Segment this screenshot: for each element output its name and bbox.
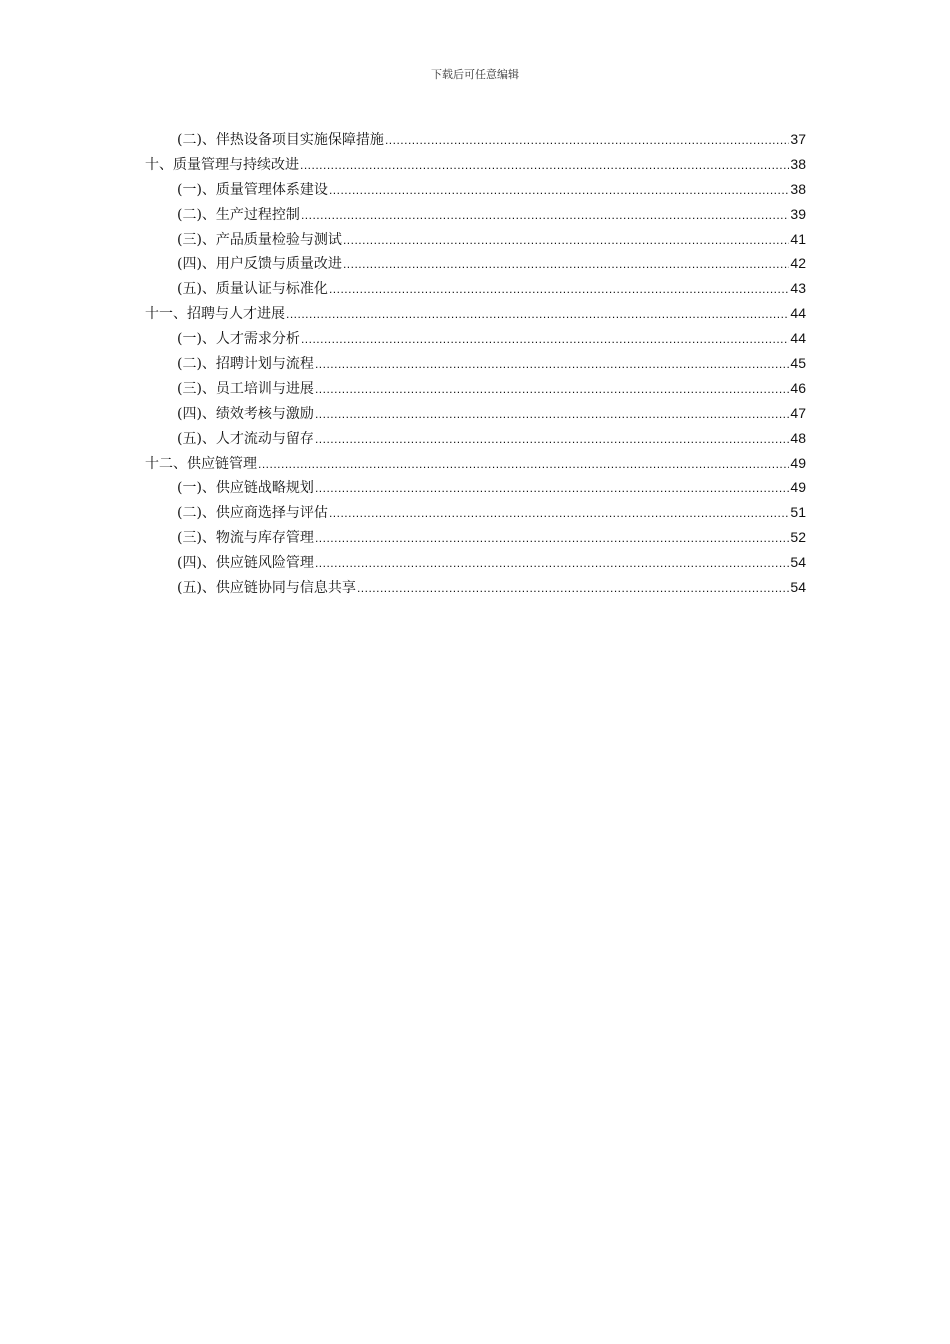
- toc-entry-title: (四)、绩效考核与激励: [177, 405, 314, 422]
- toc-entry-title: (五)、质量认证与标准化: [177, 281, 328, 298]
- toc-entry-title: (三)、员工培训与进展: [177, 380, 314, 397]
- toc-dot-leader: [315, 377, 789, 402]
- toc-dot-leader: [343, 228, 789, 253]
- toc-entry-title: 十二、供应链管理: [145, 455, 257, 472]
- toc-dot-leader: [315, 427, 789, 452]
- toc-entry[interactable]: [145, 500, 806, 525]
- toc-entry[interactable]: [145, 251, 806, 276]
- toc-entry-page-number: 49: [790, 454, 806, 471]
- toc-entry-page-number: 37: [790, 131, 806, 147]
- page-header-note: 下载后可任意编辑: [431, 68, 519, 81]
- toc-entry-title: (五)、人才流动与留存: [177, 430, 314, 447]
- toc-entry-title: (五)、供应链协同与信息共享: [177, 580, 356, 597]
- toc-entry[interactable]: [145, 525, 806, 550]
- toc-dot-leader: [315, 526, 789, 551]
- toc-entry-title: (四)、供应链风险管理: [177, 555, 314, 572]
- toc-entry[interactable]: [145, 475, 806, 500]
- toc-entry-page-number: 46: [790, 379, 806, 396]
- toc-entry-page-number: 54: [790, 554, 806, 571]
- toc-entry[interactable]: [145, 326, 806, 351]
- toc-dot-leader: [301, 203, 789, 228]
- toc-dot-leader: [329, 277, 789, 302]
- toc-entry-title: (二)、生产过程控制: [177, 206, 300, 223]
- toc-dot-leader: [315, 402, 789, 427]
- toc-entry-page-number: 38: [790, 180, 806, 197]
- toc-entry-title: (四)、用户反馈与质量改进: [177, 256, 342, 273]
- toc-entry-title: (三)、物流与库存管理: [177, 530, 314, 547]
- toc-entry-title: (一)、供应链战略规划: [177, 480, 314, 497]
- toc-entry-page-number: 47: [790, 404, 806, 421]
- toc-entry-page-number: 42: [790, 255, 806, 272]
- toc-dot-leader: [329, 178, 789, 203]
- toc-entry[interactable]: [145, 451, 806, 476]
- toc-dot-leader: [258, 452, 789, 477]
- toc-dot-leader: [301, 327, 789, 352]
- toc-entry[interactable]: [145, 177, 806, 202]
- toc-dot-leader: [286, 302, 789, 327]
- toc-entry[interactable]: [145, 301, 806, 326]
- toc-entry-title: 十一、招聘与人才进展: [145, 306, 285, 323]
- toc-entry[interactable]: [145, 227, 806, 252]
- toc-entry-page-number: 54: [790, 579, 806, 596]
- table-of-contents: [145, 127, 806, 600]
- toc-entry[interactable]: [145, 426, 806, 451]
- toc-entry-title: (二)、伴热设备项目实施保障措施: [177, 132, 384, 148]
- toc-entry-title: (二)、招聘计划与流程: [177, 356, 314, 373]
- toc-entry[interactable]: [145, 276, 806, 301]
- toc-entry-page-number: 51: [790, 504, 806, 521]
- toc-entry-title: (二)、供应商选择与评估: [177, 505, 328, 522]
- toc-entry[interactable]: [145, 401, 806, 426]
- toc-entry-title: (一)、人才需求分析: [177, 331, 300, 348]
- toc-entry[interactable]: [145, 127, 806, 152]
- toc-entry[interactable]: [145, 152, 806, 177]
- toc-dot-leader: [357, 576, 789, 601]
- toc-entry[interactable]: [145, 376, 806, 401]
- toc-entry[interactable]: [145, 202, 806, 227]
- toc-dot-leader: [300, 153, 789, 178]
- toc-dot-leader: [343, 252, 789, 277]
- toc-dot-leader: [315, 551, 789, 576]
- toc-entry-page-number: 52: [790, 529, 806, 546]
- toc-entry-page-number: 44: [790, 305, 806, 322]
- toc-entry-title: (三)、产品质量检验与测试: [177, 231, 342, 248]
- toc-entry-page-number: 48: [790, 429, 806, 446]
- toc-entry-page-number: 43: [790, 280, 806, 297]
- toc-entry-page-number: 45: [790, 355, 806, 372]
- toc-entry-title: (一)、质量管理体系建设: [177, 181, 328, 198]
- toc-dot-leader: [315, 476, 789, 501]
- toc-entry[interactable]: [145, 351, 806, 376]
- toc-dot-leader: [329, 501, 789, 526]
- toc-entry-title: 十、质量管理与持续改进: [145, 156, 299, 173]
- toc-entry[interactable]: [145, 550, 806, 575]
- toc-entry-page-number: 41: [790, 230, 806, 247]
- toc-entry-page-number: 38: [790, 155, 806, 172]
- toc-entry[interactable]: [145, 575, 806, 600]
- toc-entry-page-number: 39: [790, 205, 806, 222]
- toc-dot-leader: [385, 128, 789, 153]
- toc-entry-page-number: 49: [790, 479, 806, 496]
- toc-entry-page-number: 44: [790, 330, 806, 347]
- toc-dot-leader: [315, 352, 789, 377]
